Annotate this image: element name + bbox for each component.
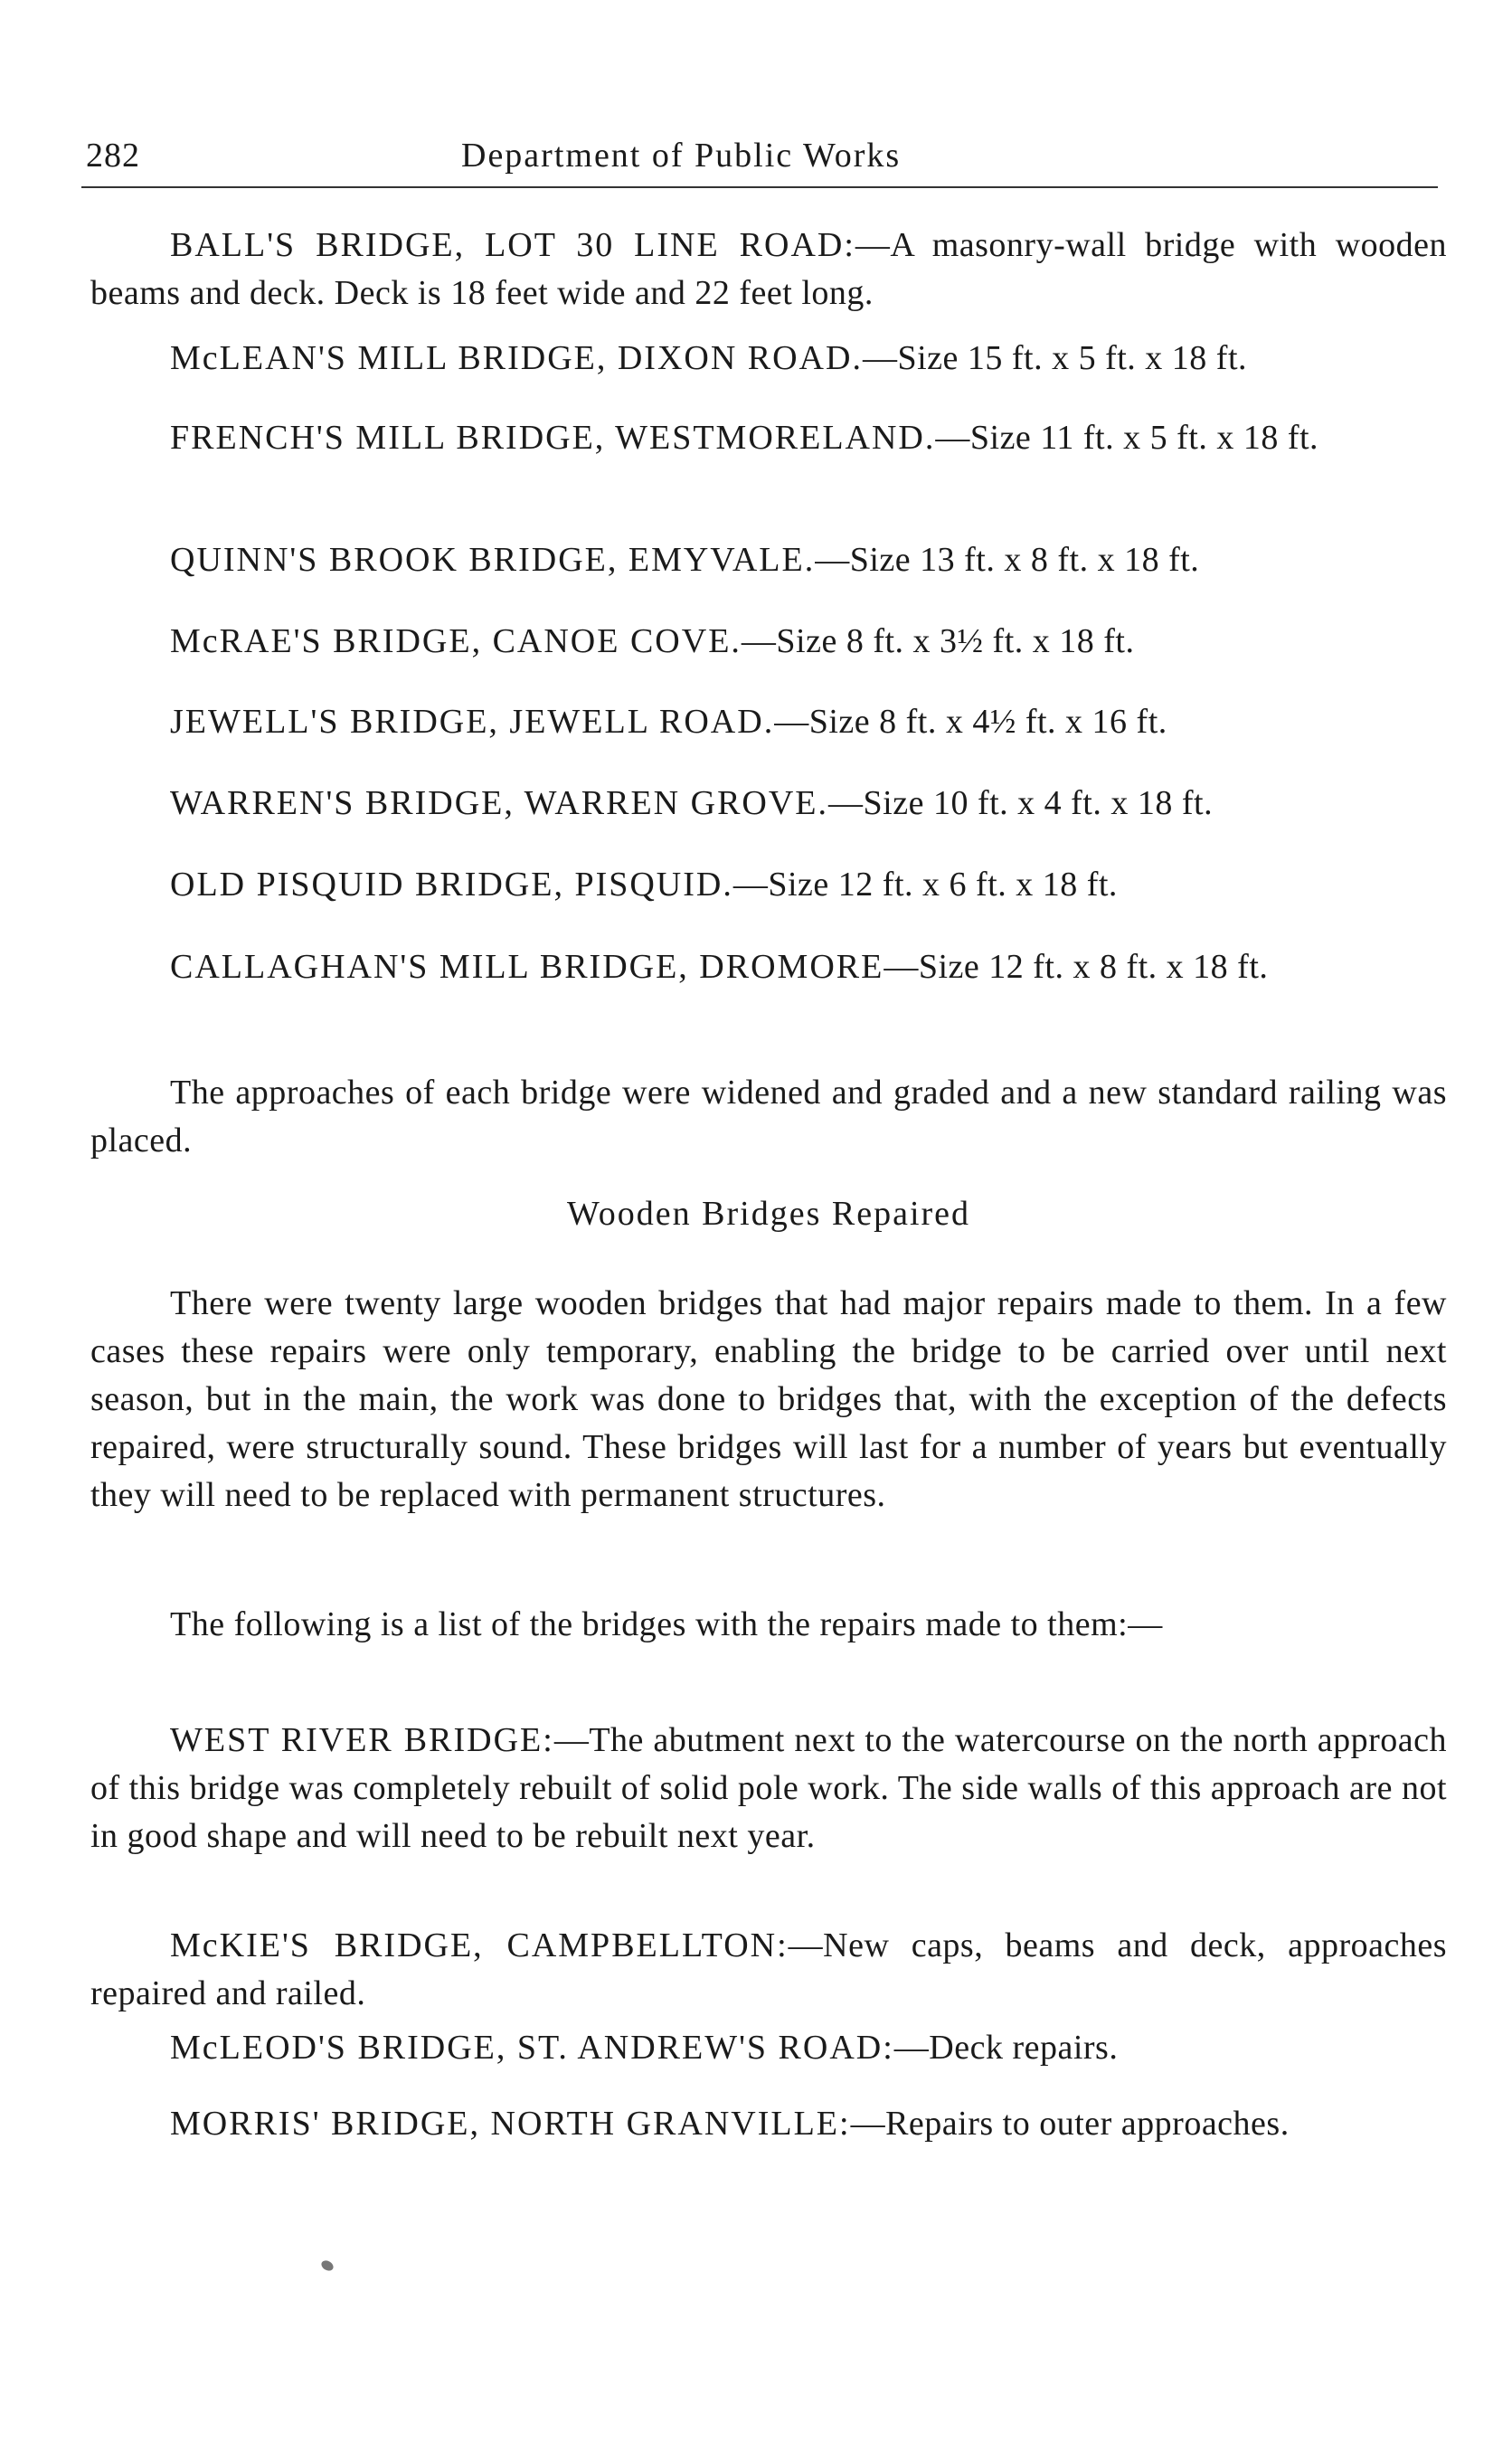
bridge-entry-frenchs-mill — [90, 414, 1447, 462]
bridge-name: WEST RIVER BRIDGE: — [170, 1721, 554, 1759]
bridge-name: FRENCH'S MILL BRIDGE, WESTMORELAND. — [170, 419, 936, 457]
bridge-name: McLEAN'S MILL BRIDGE, DIXON ROAD. — [170, 339, 863, 377]
list-intro-paragraph: The following is a list of the bridges with the repairs made to them:— — [170, 1605, 1163, 1643]
header-rule — [81, 186, 1438, 188]
bridge-entry-jewells — [90, 698, 1447, 746]
bridge-description: —Size 12 ft. x 8 ft. x 18 ft. — [884, 948, 1269, 986]
page-header — [81, 136, 1438, 190]
bridge-description: —Size 8 ft. x 4½ ft. x 16 ft. — [774, 703, 1167, 741]
bridge-name: WARREN'S BRIDGE, WARREN GROVE. — [170, 784, 829, 822]
bridge-description: —Size 8 ft. x 3½ ft. x 18 ft. — [741, 622, 1135, 660]
bridge-entry-mcleans-mill — [90, 335, 1447, 383]
repair-description: —New caps, beams and deck, approaches repaired and railed. — [90, 1926, 1447, 2012]
repair-entry-mcleods — [90, 2024, 1447, 2072]
approaches-paragraph: The approaches of each bridge were widened and graded and a new standard railing was placed. — [90, 1074, 1447, 1159]
bridge-entry-warrens — [90, 780, 1447, 828]
bridge-entry-mcraes — [90, 618, 1447, 666]
bridge-description: —Size 12 ft. x 6 ft. x 18 ft. — [732, 866, 1118, 904]
repair-entry-west-river — [90, 1717, 1447, 1860]
bridge-entry-callaghans-mill — [90, 943, 1447, 991]
running-head: Department of Public Works — [461, 137, 902, 175]
bridge-name: OLD PISQUID BRIDGE, PISQUID. — [170, 866, 733, 904]
repair-entry-mckies — [90, 1922, 1447, 2018]
page-number: 282 — [86, 137, 140, 175]
bridge-description: —A masonry-wall bridge with wooden beams and deck. Deck is 18 feet wide and 22 feet long. — [90, 226, 1448, 312]
bridge-name: BALL'S BRIDGE, LOT 30 LINE ROAD: — [170, 226, 855, 264]
repair-description: —Deck repairs. — [893, 2029, 1119, 2067]
bridge-name: McLEOD'S BRIDGE, ST. ANDREW'S ROAD: — [170, 2029, 894, 2067]
bridge-name: QUINN'S BROOK BRIDGE, EMYVALE. — [170, 541, 816, 579]
bridge-entry-balls — [90, 222, 1447, 317]
bridge-entry-old-pisquid — [90, 861, 1447, 909]
bridge-description: —Size 10 ft. x 4 ft. x 18 ft. — [828, 784, 1214, 822]
repair-description: —Repairs to outer approaches. — [850, 2105, 1290, 2143]
bridge-description: —Size 13 ft. x 8 ft. x 18 ft. — [815, 541, 1200, 579]
bridge-name: CALLAGHAN'S MILL BRIDGE, DROMORE — [170, 948, 884, 986]
bridge-name: McKIE'S BRIDGE, CAMPBELLTON: — [170, 1926, 789, 1964]
section-heading: Wooden Bridges Repaired — [566, 1195, 971, 1233]
bridge-name: McRAE'S BRIDGE, CANOE COVE. — [170, 622, 742, 660]
bridge-name: JEWELL'S BRIDGE, JEWELL ROAD. — [170, 703, 775, 741]
repair-entry-morris — [90, 2100, 1447, 2148]
bridge-name: MORRIS' BRIDGE, NORTH GRANVILLE: — [170, 2105, 851, 2143]
repair-description: —The abutment next to the watercourse on the north approach of this bridge was completely rebuilt of solid pole work. The side walls of this approach are not in good shape and will need to be rebuilt next year. — [90, 1721, 1447, 1855]
bridge-entry-quinns-brook — [90, 536, 1447, 584]
repairs-intro-paragraph: There were twenty large wooden bridges that had major repairs made to them. In a few cases these repairs were only temporary, enabling the bridge to be carried over until next season, but in the main, the work was done to bridges that, with the exception of the defects repaired, were structurally sound. These bridges will last for a number of years but eventually they will need to be replaced with permanent structures. — [90, 1284, 1447, 1514]
bridge-description: —Size 15 ft. x 5 ft. x 18 ft. — [862, 339, 1248, 377]
ink-speck — [319, 2258, 335, 2273]
bridge-description: —Size 11 ft. x 5 ft. x 18 ft. — [935, 419, 1319, 457]
